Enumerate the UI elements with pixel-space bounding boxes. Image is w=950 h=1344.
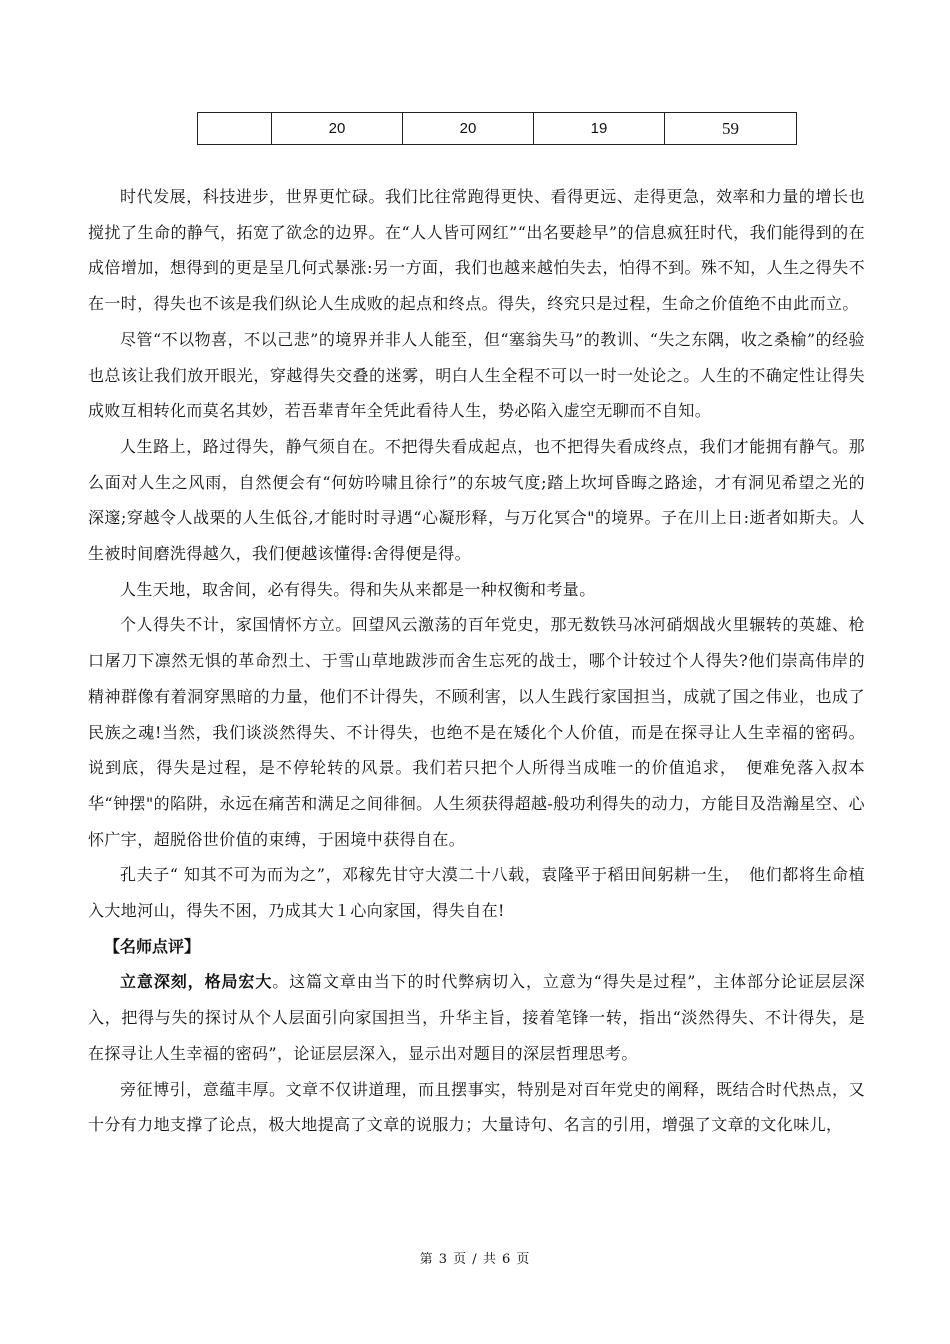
essay-paragraph-1: 时代发展，科技进步，世界更忙碌。我们比往常跑得更快、看得更远、走得更急，效率和力量的增长也搅扰了生命的静气，拓宽了欲念的边界。在“人人皆可网红”“出名要趁早”的信息疯狂时代，我们能得到的在成倍增加，想得到的更是呈几何式暴涨:另一方面，我们也越来越怕失去，怕得不到。殊不知，人生之得失不在一时，得失也不该是我们纵论人生成败的起点和终点。得失，终究只是过程，生命之价值绝不由此而立。 (88, 187, 865, 314)
essay-body (88, 179, 865, 1143)
review-paragraph-2: 旁征博引，意蕴丰厚。文章不仅讲道理，而且摆事实，特别是对百年党史的阐释，既结合时代热点，又十分有力地支撑了论点，极大地提高了文章的说服力；大量诗句、名言的引用，增强了文章的文化味儿， (88, 1079, 865, 1135)
essay-paragraph-4: 人生天地，取舍间，必有得失。得和失从来都是一种权衡和考量。 (120, 579, 596, 599)
score-cell-3: 19 (534, 113, 665, 145)
score-cell-2: 20 (403, 113, 534, 145)
score-cell-label (198, 113, 272, 145)
page-footer: 第 3 页 / 共 6 页 (419, 1252, 531, 1267)
review-paragraph-1-text: 。这篇文章由当下的时代弊病切入，立意为“得失是过程”，主体部分论证层层深入，把得与失的探讨从个人层面引向家国担当，升华主旨，接着笔锋一转，指出“淡然得失、不计得失，是在探寻让人生幸福的密码”，论证层层深入，显示出对题目的深层哲理思考。 (88, 972, 865, 1063)
score-row (198, 113, 797, 145)
essay-paragraph-3: 人生路上，路过得失，静气须自在。不把得失看成起点，也不把得失看成终点，我们才能拥有静气。那么面对人生之风雨，自然便会有“何妨吟啸且徐行”的东坡气度;踏上坎坷昏晦之路途，才有洞见希望之光的深邃;穿越令人战栗的人生低谷,才能时时寻遇“心凝形释，与万化冥合"的境界。子在川上日:逝者如斯夫。人生被时间磨洗得越久，我们便越该懂得:舍得便是得。 (88, 436, 865, 564)
review-paragraph-1 (88, 964, 865, 1071)
essay-paragraph-5: 个人得失不计，家国情怀方立。回望风云激荡的百年党史，那无数铁马冰河硝烟战火里辗转的英雄、枪口屠刀下凛然无惧的革命烈土、于雪山草地跋涉而舍生忘死的战士，哪个计较过个人得失?他们崇高伟岸的精神群像有着洞穿黑暗的力量，他们不计得失，不顾利害，以人生践行家国担当，成就了国之伟业，也成了民族之魂!当然，我们谈淡然得失、不计得失，也绝不是在矮化个人价值，而是在探寻让人生幸福的密码。说到底，得失是过程，是不停轮转的风景。我们若只把个人所得当成唯一的价值追求， 便难免落入叔本华“钟摆"的陷阱，永远在痛苦和满足之间徘徊。人生须获得超越-般功利得失的动力，方能目及浩瀚星空、心怀广宇，超脱俗世价值的束缚，于困境中获得自在。 (88, 615, 865, 849)
review-heading: 【名师点评】 (104, 936, 201, 956)
essay-paragraph-6: 孔夫子“ 知其不可为而为之”，邓稼先甘守大漠二十八载，袁隆平于稻田间躬耕一生， 他们都将生命植入大地河山，得失不困，乃成其大１心向家国，得失自在! (88, 865, 865, 921)
essay-paragraph-2: 尽管“不以物喜，不以己悲”的境界并非人人能至，但“塞翁失马”的教训、“失之东隅，收之桑榆”的经验也总该让我们放开眼光，穿越得失交叠的迷雾，明白人生全程不可以一时一处论之。人生的不确定性让得失成败互相转化而莫名其妙，若吾辈青年全凭此看待人生，势必陷入虚空无聊而不自知。 (88, 329, 865, 421)
review-bold-lead: 立意深刻，格局宏大 (120, 972, 273, 992)
score-cell-total: 59 (665, 113, 797, 145)
score-cell-1: 20 (272, 113, 403, 145)
score-table (197, 112, 797, 145)
